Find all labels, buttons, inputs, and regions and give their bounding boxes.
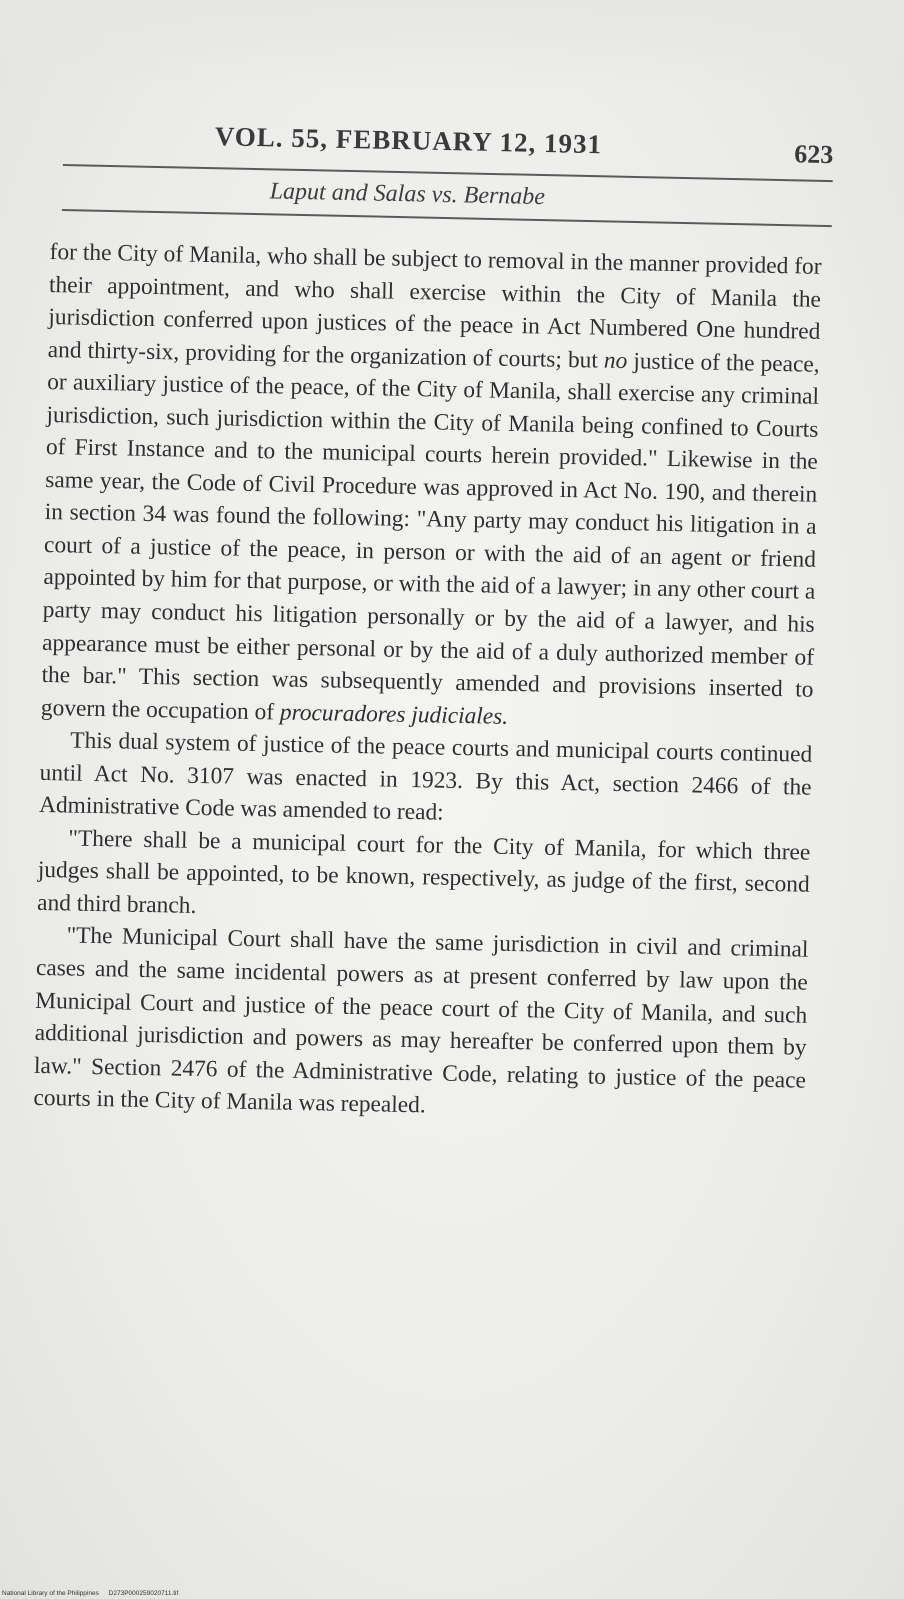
scan-footer: [2, 1590, 178, 1597]
paragraph-4: "The Municipal Court shall have the same jurisdiction in civil and criminal cases and the same incidental powers as at present conferred by law upon the Municipal Court and justice of the peace court of the City of Manila, and such additional jurisdiction and powers as may hereafter be conferred upon them by law." Section 2476 of the Administrative Code, relating to justice of the peace courts in the City of Manila was repealed.: [33, 922, 809, 1119]
paragraph-1-part-b: justice of the peace, or auxiliary justice of the peace, of the City of Manila, shall exercise any criminal jurisdiction, such jurisdiction within the City of Manila being confined to Courts of First Instance and to the municipal courts herein provided." Likewise in the same year, the Code of Civil Procedure was approved in Act No. 190, and therein in section 34 was found the following: "Any party may conduct his litigation in a court of a justice of the peace, in person or with the aid of an agent or friend appointed by him for that purpose, or with the aid of a lawyer; in any other court a party may conduct his litigation personally or by the aid of a lawyer, and his appearance must be either personal or by the aid of a duly authorized member of the bar." This section was subsequently amended and provisions inserted to govern the occupation of: [40, 347, 820, 726]
page-header: [62, 112, 834, 227]
footer-file-id: D273P000259020711.tif: [108, 1590, 179, 1597]
paragraph-1-emphasis-2: procuradores judiciales.: [279, 699, 509, 730]
paragraph-3: "There shall be a municipal court for the City of Manila, for which three judges shall be appointed, to be known, respectively, as judge of the first, second and third branch.: [36, 825, 811, 919]
paragraph-1-emphasis: no: [603, 347, 628, 374]
running-title: VOL. 55, FEBRUARY 12, 1931: [214, 121, 603, 160]
case-title: Laput and Salas vs. Bernabe: [269, 178, 546, 211]
paragraph-1-part-a: for the City of Manila, who shall be subject to removal in the manner provided for their appointment, and who shall exercise within the City of Manila the jurisdiction conferred upon justices of the peace in Act Numbered One hundred and thirty-six, providing for the organization of courts; but: [47, 238, 822, 374]
body-text: [33, 236, 822, 1129]
paragraph-2: This dual system of justice of the peace courts and municipal courts continued until Act No. 3107 was enacted in 1923. By this Act, section 2466 of the Administrative Code was amended to read:: [38, 727, 813, 826]
scan-shadow: [0, 0, 904, 90]
paragraph-1: [41, 236, 822, 739]
page-number: 623: [793, 139, 834, 170]
footer-library: National Library of the Philippines: [2, 1590, 99, 1597]
